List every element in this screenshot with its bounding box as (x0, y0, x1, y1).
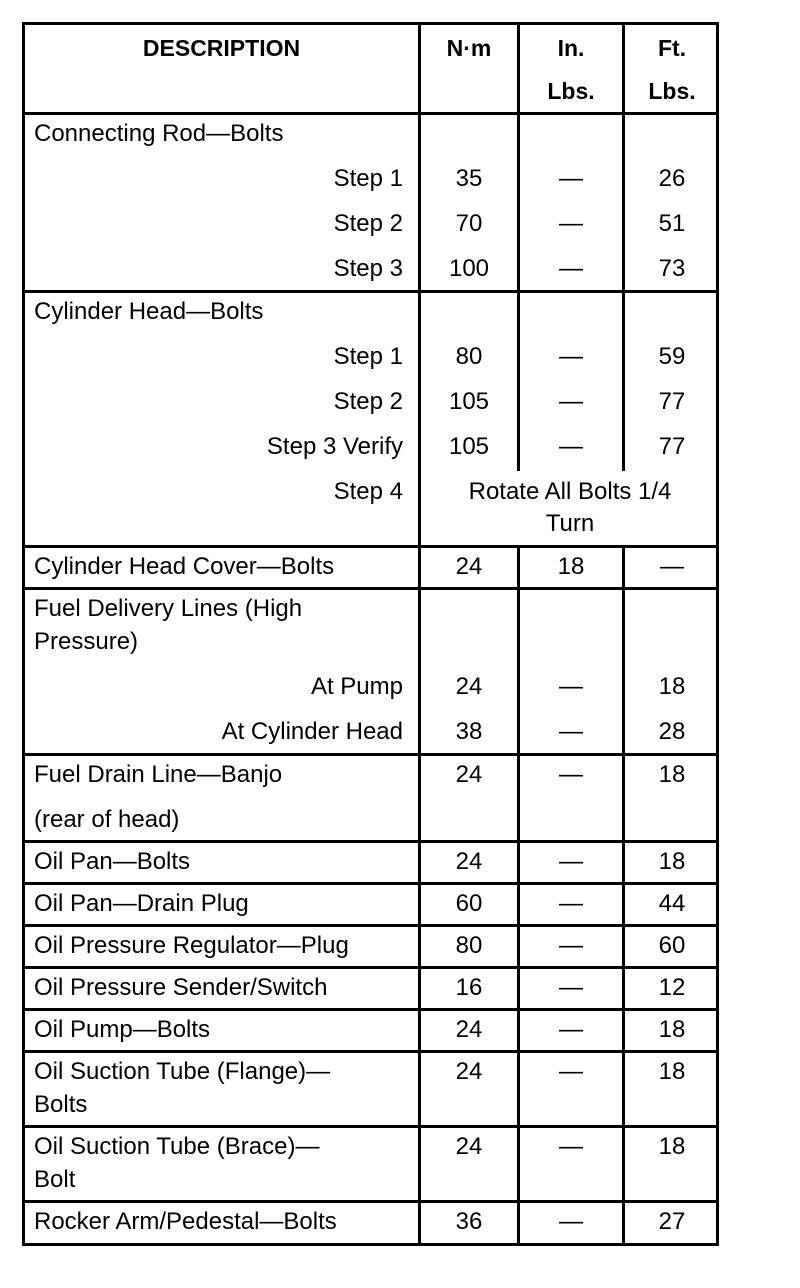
value-nm: 24 (455, 848, 483, 875)
row-desc: Oil Pan—Drain Plug (34, 890, 249, 917)
row-fuel-drain-2: (rear of head) (34, 806, 180, 833)
value-ft-lbs: — (660, 553, 684, 580)
value-in-lbs: — (559, 210, 583, 237)
header-nm: N·m (446, 35, 492, 61)
value-nm: 35 (455, 165, 483, 192)
row-cylinder-head-title: Cylinder Head—Bolts (34, 298, 264, 325)
value-ft-lbs: 77 (658, 433, 686, 460)
value-in-lbs: — (559, 165, 583, 192)
value-in-lbs: — (559, 890, 583, 917)
value-in-lbs: — (559, 718, 583, 745)
value-in-lbs: — (559, 255, 583, 282)
row-divider (25, 1200, 716, 1203)
row-connecting-rod-title: Connecting Rod—Bolts (34, 120, 284, 147)
row-divider (25, 840, 716, 843)
value-in-lbs: — (559, 673, 583, 700)
row-desc: Oil Pan—Bolts (34, 848, 191, 875)
value-nm: 24 (455, 673, 483, 700)
row-divider (25, 545, 716, 548)
value-ft-lbs: 18 (658, 1133, 686, 1160)
value-nm: 24 (455, 1133, 483, 1160)
step-label: Step 3 (333, 255, 403, 282)
value-ft-lbs: 12 (658, 974, 686, 1001)
value-in-lbs: — (559, 433, 583, 460)
value-ft-lbs: 26 (658, 165, 686, 192)
value-nm: 24 (455, 553, 483, 580)
row-divider (25, 290, 716, 293)
step-label: At Cylinder Head (221, 718, 403, 745)
value-ft-lbs: 18 (658, 761, 686, 788)
value-ft-lbs: 18 (658, 1016, 686, 1043)
step-label: Step 2 (333, 388, 403, 415)
value-ft-lbs: 73 (658, 255, 686, 282)
step-label: Step 1 (333, 343, 403, 370)
row-desc: Cylinder Head Cover—Bolts (34, 553, 335, 580)
value-ft-lbs: 51 (658, 210, 686, 237)
step4-note-line1: Rotate All Bolts 1/4 (468, 478, 672, 505)
row-suction-flange-1: Oil Suction Tube (Flange)— (34, 1058, 331, 1085)
value-in-lbs: — (559, 1016, 583, 1043)
value-ft-lbs: 28 (658, 718, 686, 745)
step-label: Step 3 Verify (266, 433, 403, 460)
row-divider (25, 1125, 716, 1128)
value-ft-lbs: 60 (658, 932, 686, 959)
row-divider (25, 753, 716, 756)
value-in-lbs: — (559, 932, 583, 959)
value-nm: 100 (448, 255, 490, 282)
row-suction-brace-2: Bolt (34, 1166, 76, 1193)
row-fuel-lines-title-2: Pressure) (34, 628, 139, 655)
torque-spec-table (22, 22, 719, 1246)
row-suction-flange-2: Bolts (34, 1091, 88, 1118)
value-nm: 24 (455, 1058, 483, 1085)
value-nm: 60 (455, 890, 483, 917)
value-ft-lbs: 77 (658, 388, 686, 415)
header-in-lbs-2: Lbs. (547, 78, 595, 104)
step4-note-line2: Turn (545, 510, 595, 537)
value-ft-lbs: 18 (658, 1058, 686, 1085)
value-in-lbs: — (559, 761, 583, 788)
row-fuel-drain-1: Fuel Drain Line—Banjo (34, 761, 283, 788)
value-nm: 16 (455, 974, 483, 1001)
value-nm: 36 (455, 1208, 483, 1235)
value-in-lbs: 18 (557, 553, 585, 580)
row-desc: Oil Pressure Sender/Switch (34, 974, 328, 1001)
value-nm: 24 (455, 1016, 483, 1043)
value-nm: 80 (455, 343, 483, 370)
value-nm: 38 (455, 718, 483, 745)
value-nm: 80 (455, 932, 483, 959)
row-divider (25, 1050, 716, 1053)
header-ft-lbs-1: Ft. (657, 35, 687, 61)
value-in-lbs: — (559, 848, 583, 875)
step-label: Step 1 (333, 165, 403, 192)
row-divider (25, 112, 716, 115)
header-description: DESCRIPTION (142, 35, 301, 61)
row-divider (25, 966, 716, 969)
value-in-lbs: — (559, 974, 583, 1001)
row-fuel-lines-title-1: Fuel Delivery Lines (High (34, 595, 303, 622)
value-ft-lbs: 44 (658, 890, 686, 917)
value-nm: 105 (448, 433, 490, 460)
value-in-lbs: — (559, 388, 583, 415)
value-ft-lbs: 27 (658, 1208, 686, 1235)
row-divider (25, 882, 716, 885)
value-in-lbs: — (559, 1208, 583, 1235)
row-divider (25, 587, 716, 590)
value-in-lbs: — (559, 1133, 583, 1160)
row-divider (25, 1008, 716, 1011)
value-ft-lbs: 18 (658, 673, 686, 700)
row-desc: Oil Pump—Bolts (34, 1016, 211, 1043)
step-label: Step 2 (333, 210, 403, 237)
header-ft-lbs-2: Lbs. (648, 78, 696, 104)
step-label: Step 4 (333, 478, 403, 505)
row-divider (25, 924, 716, 927)
value-ft-lbs: 18 (658, 848, 686, 875)
row-desc: Oil Pressure Regulator—Plug (34, 932, 349, 959)
row-suction-brace-1: Oil Suction Tube (Brace)— (34, 1133, 320, 1160)
value-ft-lbs: 59 (658, 343, 686, 370)
value-nm: 70 (455, 210, 483, 237)
value-nm: 24 (455, 761, 483, 788)
value-in-lbs: — (559, 343, 583, 370)
value-in-lbs: — (559, 1058, 583, 1085)
value-nm: 105 (448, 388, 490, 415)
row-desc: Rocker Arm/Pedestal—Bolts (34, 1208, 337, 1235)
header-in-lbs-1: In. (557, 35, 585, 61)
step-label: At Pump (310, 673, 403, 700)
